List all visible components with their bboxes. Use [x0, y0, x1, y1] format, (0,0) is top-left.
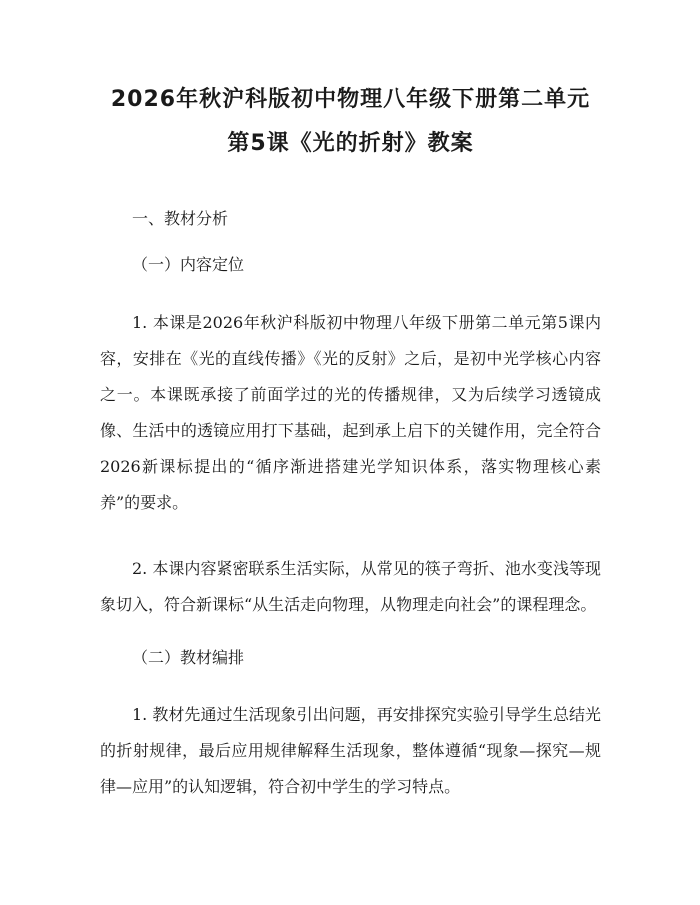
document-title: 2026年秋沪科版初中物理八年级下册第二单元第5课《光的折射》教案: [110, 87, 591, 156]
paragraph-content-positioning-1: 1. 本课是2026年秋沪科版初中物理八年级下册第二单元第5课内容，安排在《光的直线传播》《光的反射》之后，是初中光学核心内容之一。本课既承接了前面学过的光的传播规律，又为后续学习透镜成像、生活中的透镜应用打下基础，起到承上启下的关键作用，完全符合2026新课标提出的“循序渐进搭建光学知识体系，落实物理核心素养”的要求。: [100, 313, 601, 512]
paragraph-textbook-arrangement-1: 1. 教材先通过生活现象引出问题，再安排探究实验引导学生总结光的折射规律，最后应用规律解释生活现象，整体遵循“现象—探究—规律—应用”的认知逻辑，符合初中学生的学习特点。: [100, 705, 601, 796]
subsection-heading-textbook-arrangement: （二）教材编排: [132, 648, 245, 667]
section-heading-textbook-analysis: 一、教材分析: [132, 209, 229, 228]
paragraph-content-positioning-2: 2. 本课内容紧密联系生活实际，从常见的筷子弯折、池水变浅等现象切入，符合新课标“从生活走向物理，从物理走向社会”的课程理念。: [100, 559, 601, 614]
subsection-heading-content-positioning: （一）内容定位: [132, 255, 245, 274]
